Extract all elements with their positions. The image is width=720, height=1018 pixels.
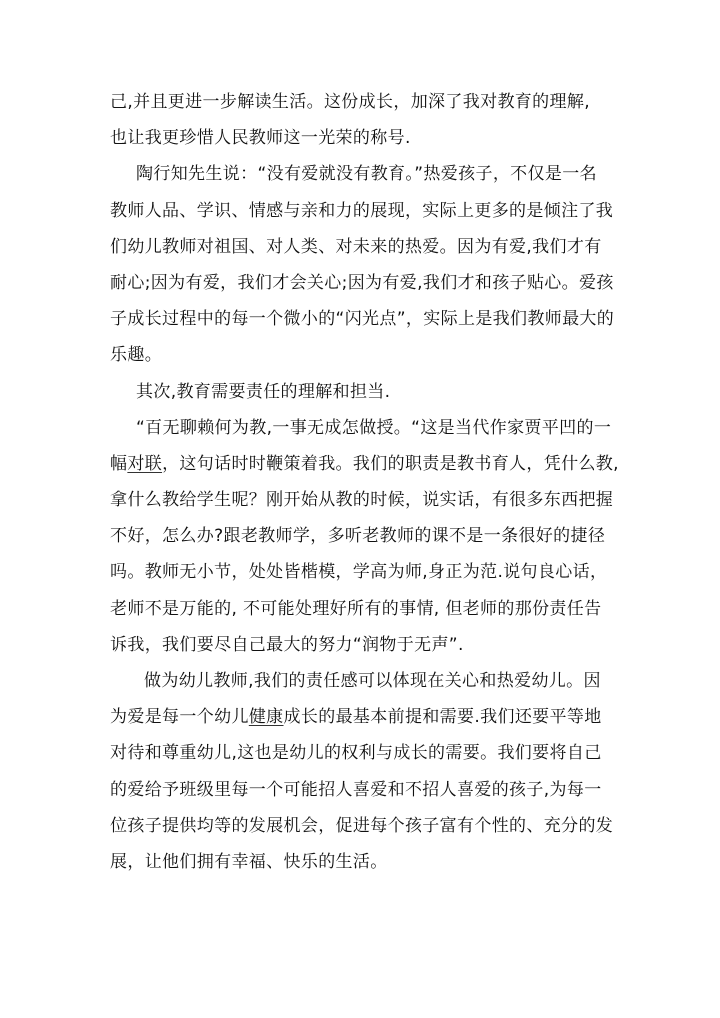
paragraph-5-line-5: 位孩子提供均等的发展机会，促进每个孩子富有个性的、充分的发: [110, 815, 614, 836]
paragraph-1-line-2: 也让我更珍惜人民教师这一光荣的称号.: [110, 128, 411, 149]
paragraph-5-line-2: [110, 699, 610, 735]
paragraph-4-line-3: 拿什么教给学生呢？刚开始从教的时候，说实话，有很多东西把握: [110, 490, 614, 511]
paragraph-2-line-3: 们幼儿教师对祖国、对人类、对未来的热爱。因为有爱,我们才有: [110, 236, 602, 257]
paragraph-5-line-3: 对待和尊重幼儿,这也是幼儿的权利与成长的需要。我们要将自己: [110, 743, 602, 764]
paragraph-4-line-2-start: 幅: [110, 453, 128, 474]
paragraph-4-line-2-end: ，这句话时时鞭策着我。我们的职责是教书育人，凭什么教,: [162, 453, 619, 474]
paragraph-2-line-5: 子成长过程中的每一个微小的“闪光点”，实际上是我们教师最大的: [110, 309, 615, 330]
paragraph-4-line-5: 吗。教师无小节，处处皆楷模，学高为师,身正为范.说句良心话，: [110, 562, 608, 583]
paragraph-5-line-4: 的爱给予班级里每一个可能招人喜爱和不招人喜爱的孩子,为每一: [110, 779, 602, 800]
paragraph-1-line-1: 己,并且更进一步解读生活。这份成长，加深了我对教育的理解,: [110, 92, 590, 112]
paragraph-4-line-6: 老师不是万能的, 不可能处理好所有的事情, 但老师的那份责任告: [110, 598, 602, 619]
paragraph-2-line-6: 乐趣。: [110, 345, 163, 366]
paragraph-2-line-2: 教师人品、学识、情感与亲和力的展现，实际上更多的是倾注了我: [110, 200, 614, 221]
paragraph-2-line-1: 陶行知先生说：“没有爱就没有教育。”热爱孩子，不仅是一名: [136, 164, 597, 185]
paragraph-4-line-7: 诉我，我们要尽自己最大的努力“润物于无声”.: [110, 634, 464, 655]
paragraph-5-line-6: 展，让他们拥有幸福、快乐的生活。: [110, 851, 388, 872]
paragraph-5-line-2-start: 为爱是每一个幼儿: [110, 707, 249, 728]
paragraph-5-line-1: 做为幼儿教师,我们的责任感可以体现在关心和热爱幼儿。因: [144, 671, 601, 691]
document-body: [110, 84, 619, 880]
paragraph-4-line-4: 不好，怎么办?跟老教师学，多听老教师的课不是一条很好的捷径: [110, 526, 606, 547]
paragraph-3-line-1: 其次,教育需要责任的理解和担当.: [136, 381, 391, 402]
paragraph-4-line-1: “百无聊赖何为教,一事无成怎做授。“这是当代作家贾平凹的一: [136, 417, 612, 438]
paragraph-4-line-2: [110, 446, 619, 482]
duilian-link[interactable]: 对联: [127, 453, 163, 474]
paragraph-5-line-2-end: 成长的最基本前提和需要.我们还要平等地: [283, 707, 602, 728]
jiankang-link[interactable]: 健康: [248, 707, 284, 728]
paragraph-2-line-4: 耐心;因为有爱，我们才会关心;因为有爱,我们才和孩子贴心。爱孩: [110, 272, 614, 293]
